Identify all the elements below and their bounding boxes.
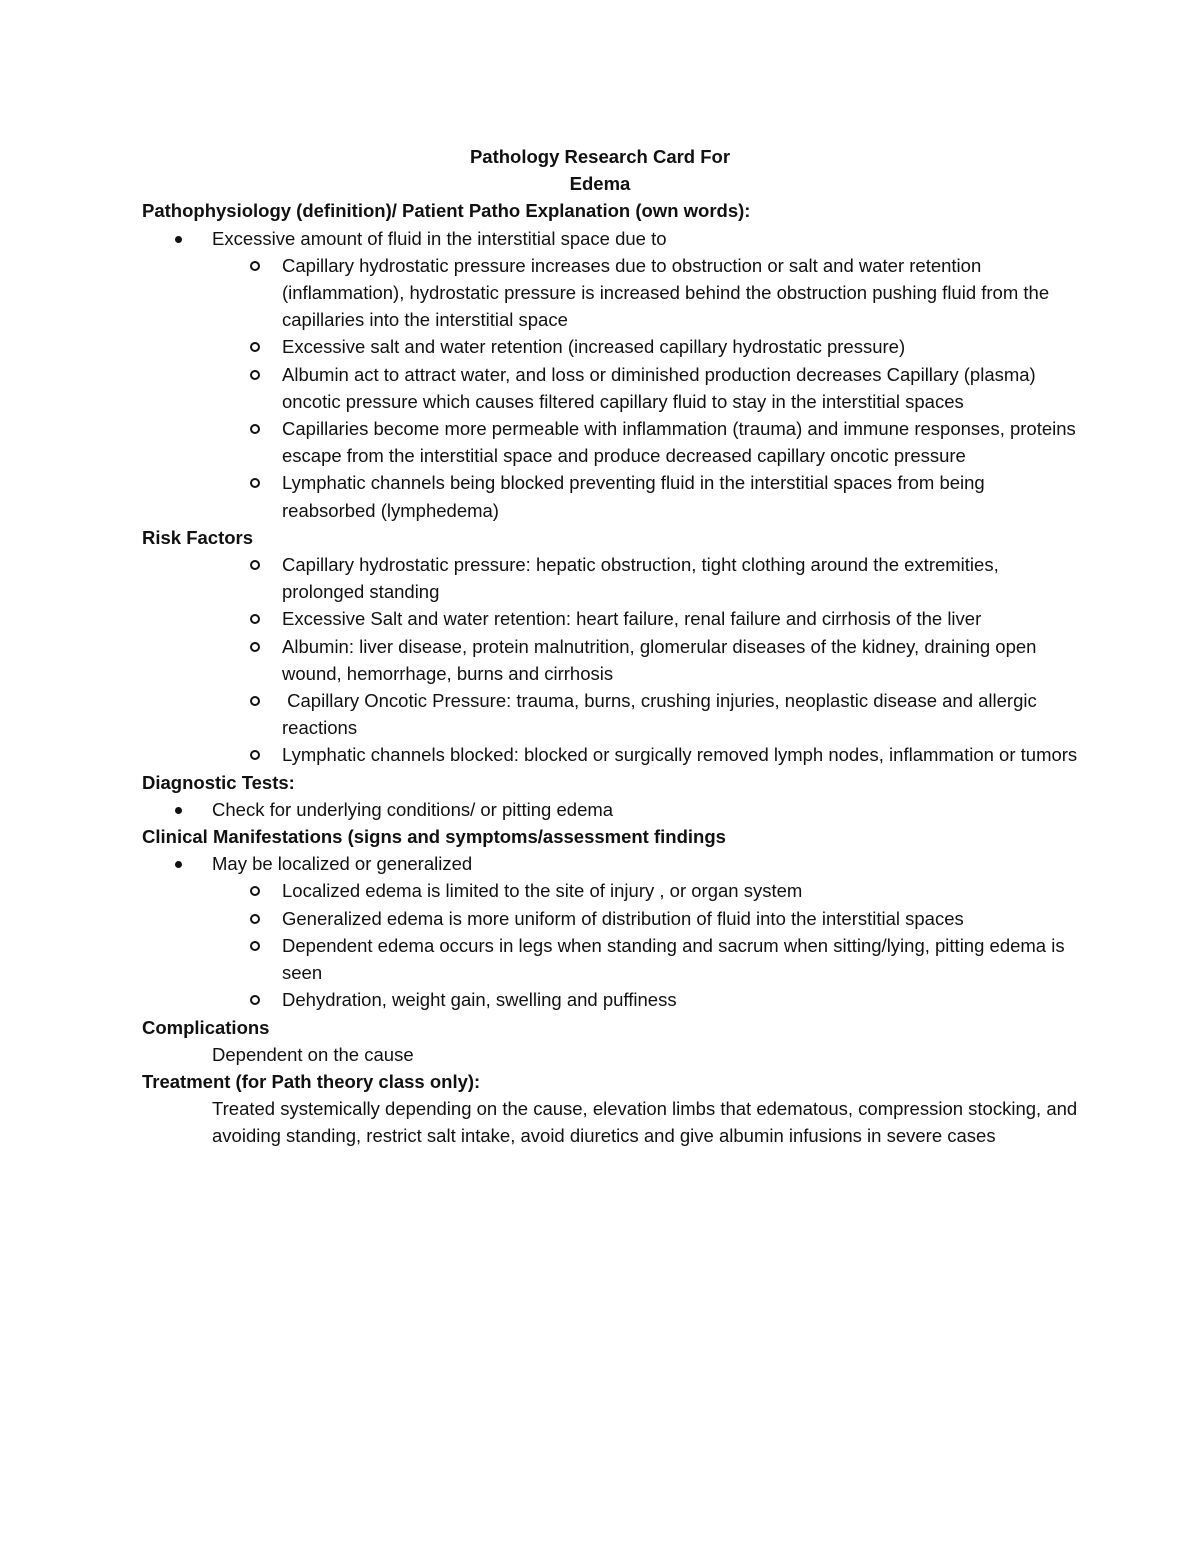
circle-bullet-icon [250,886,260,896]
document-title [0,143,1200,197]
bullet-icon [175,861,182,868]
list-item [212,469,1082,523]
list-item [142,605,1082,632]
complications-heading: Complications [142,1016,270,1038]
list-item-text: Albumin: liver disease, protein malnutrition, glomerular diseases of the kidney, draining open wound, hemorrhage, burns and cirrhosis [282,635,1037,684]
pathophysiology-heading: Pathophysiology (definition)/ Patient Patho Explanation (own words): [142,200,751,222]
list-item [212,252,1082,334]
list-item [212,932,1082,986]
list-item-text: Capillary hydrostatic pressure increases due to obstruction or salt and water retention (inflammation), hydrostatic pressure is increased behind the obstruction pushing fluid from the capillaries into the interstitial space [282,254,1050,331]
list-item-text: Dependent edema occurs in legs when standing and sacrum when sitting/lying, pitting edema is seen [282,934,1065,984]
document-content [142,143,1082,1150]
list-item-text: Excessive amount of fluid in the interstitial space due to [212,227,667,249]
diagnostic-tests-list [142,796,1082,823]
circle-bullet-icon [250,941,260,951]
risk-factors-heading: Risk Factors [142,526,254,548]
list-item-text: Capillary hydrostatic pressure: hepatic obstruction, tight clothing around the extremities, prolonged standing [282,554,999,603]
list-item-text: Capillary Oncotic Pressure: trauma, burns, crushing injuries, neoplastic disease and allergic reactions [282,690,1042,739]
complications-text: Dependent on the cause [212,1043,414,1065]
circle-bullet-icon [250,696,260,706]
list-item-text: Excessive salt and water retention (increased capillary hydrostatic pressure) [282,336,906,358]
list-item [212,415,1082,469]
pathophysiology-list [142,225,1082,524]
list-item-text: Capillaries become more permeable with inflammation (trauma) and immune responses, proteins escape from the interstitial space and produce decreased capillary oncotic pressure [282,418,1076,467]
list-item-text: Dehydration, weight gain, swelling and puffiness [282,989,677,1011]
bullet-icon [175,807,182,814]
list-item-text: Albumin act to attract water, and loss or diminished production decreases Capillary (plasma) oncotic pressure which causes filtered capillary fluid to stay in the interstitial spaces [282,363,1036,412]
treatment-heading: Treatment (for Path theory class only): [142,1070,481,1092]
list-item-text: May be localized or generalized [212,853,473,875]
title-line-1: Pathology Research Card For [469,146,731,167]
list-item-text: Lymphatic channels blocked: blocked or surgically removed lymph nodes, inflammation or tumors [282,744,1078,766]
circle-bullet-icon [250,342,260,352]
list-item-text: Check for underlying conditions/ or pitting edema [212,798,614,820]
list-item [212,361,1082,415]
list-item [142,741,1082,768]
list-item-text: Localized edema is limited to the site of injury , or organ system [282,880,803,902]
list-item-text: Excessive Salt and water retention: heart failure, renal failure and cirrhosis of the liver [282,608,982,630]
circle-bullet-icon [250,424,260,434]
list-item [142,796,1082,823]
clinical-manifestations-sublist [142,877,1082,1013]
circle-bullet-icon [250,478,260,488]
list-item-text: Generalized edema is more uniform of distribution of fluid into the interstitial spaces [282,907,964,929]
treatment-text: Treated systemically depending on the cause, elevation limbs that edematous, compression stocking, and avoiding standing, restrict salt intake, avoid diuretics and give albumin infusions in severe cases [212,1098,1078,1147]
bullet-icon [175,236,182,243]
circle-bullet-icon [250,750,260,760]
circle-bullet-icon [250,642,260,652]
list-item [142,225,1082,524]
list-item [142,687,1082,741]
list-item [212,333,1082,360]
risk-factors-list [142,551,1082,769]
list-item-text: Lymphatic channels being blocked preventing fluid in the interstitial spaces from being reabsorbed (lymphedema) [282,472,985,521]
list-item [142,551,1082,605]
list-item [212,877,1082,904]
circle-bullet-icon [250,914,260,924]
circle-bullet-icon [250,614,260,624]
pathophysiology-sublist [142,252,1082,524]
list-item [212,905,1082,932]
list-item [212,986,1082,1013]
clinical-manifestations-heading: Clinical Manifestations (signs and symptoms/assessment findings [142,826,726,848]
list-item [142,850,1082,1013]
list-item [142,633,1082,687]
circle-bullet-icon [250,560,260,570]
circle-bullet-icon [250,261,260,271]
title-line-2: Edema [569,173,631,195]
circle-bullet-icon [250,995,260,1005]
clinical-manifestations-list [142,850,1082,1013]
circle-bullet-icon [250,370,260,380]
diagnostic-tests-heading: Diagnostic Tests: [142,771,295,793]
